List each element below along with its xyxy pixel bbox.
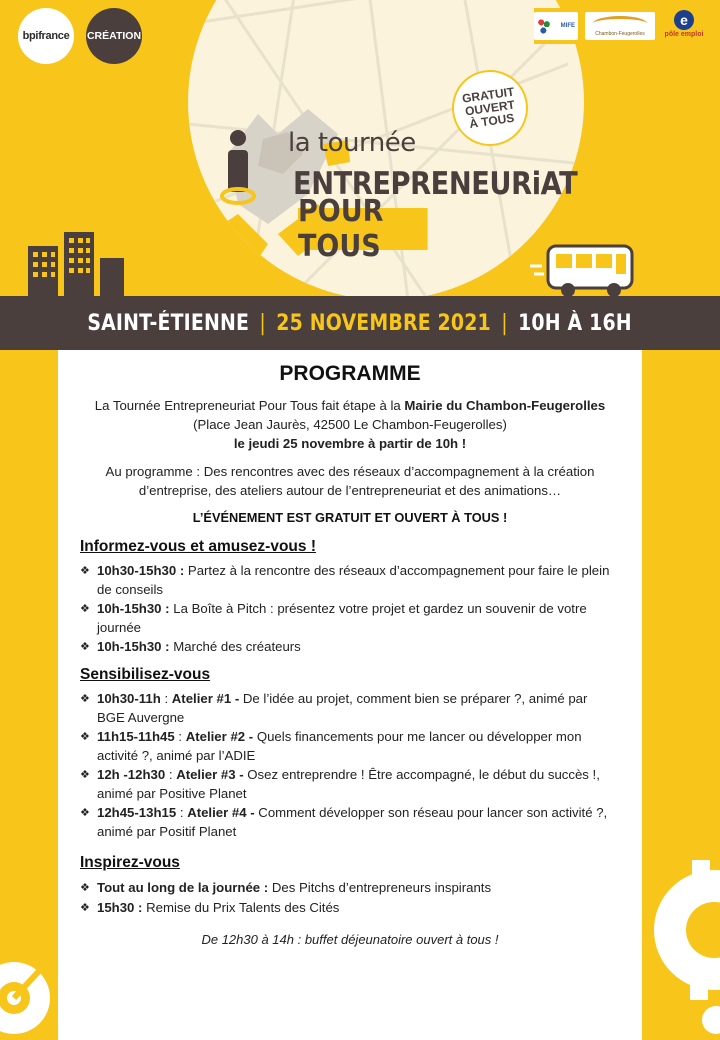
item-text: De l’idée au projet, comment bien se préparer ?, animé par BGE Auvergne	[97, 691, 588, 725]
item-time: 10h-15h30 :	[97, 601, 170, 616]
programme-summary: Au programme : Des rencontres avec des réseaux d’accompagnement à la création d’entreprise, des ateliers autour de l’entrepreneuriat et des animations…	[105, 464, 595, 498]
mife-logo	[534, 12, 578, 40]
band-hours: 10H À 16H	[518, 310, 633, 336]
item-time: 12h45-13h15	[97, 805, 177, 820]
intro-venue: Mairie du Chambon-Feugerolles	[404, 398, 606, 413]
badge-text: GRATUIT OUVERT À TOUS	[461, 84, 516, 131]
creation-logo: CRÉATION	[86, 8, 142, 64]
item-sep: :	[176, 805, 188, 820]
intro-paragraph	[80, 396, 620, 453]
diamond-bullet-icon: ❖	[80, 565, 90, 577]
event-band	[0, 296, 720, 350]
chambon-logo-text: Chambon-Feugerolles	[595, 31, 645, 37]
section-heading-informez: Informez-vous et amusez-vous !	[80, 538, 316, 555]
gear-right-icon	[642, 850, 720, 1040]
free-event-notice: L’ÉVÉNEMENT EST GRATUIT ET OUVERT À TOUS !	[192, 510, 508, 525]
diamond-bullet-icon: ❖	[80, 693, 90, 705]
section-list-inspirez	[80, 879, 610, 918]
mife-dots-icon	[537, 17, 551, 35]
band-separator-1: |	[259, 310, 267, 336]
diamond-bullet-icon: ❖	[80, 901, 90, 914]
person-pin-icon	[216, 128, 260, 208]
intro-date: le jeudi 25 novembre à partir de 10h !	[233, 436, 467, 451]
item-text: Remise du Prix Talents des Cités	[142, 899, 340, 915]
list-item	[80, 879, 610, 898]
section-heading-sensibilisez: Sensibilisez-vous	[80, 666, 211, 683]
item-text: Comment développer son réseau pour lancer son activité ?, animé par Positif Planet	[97, 805, 608, 839]
programme-title: PROGRAMME	[279, 362, 421, 385]
item-time: Tout au long de la journée :	[97, 880, 269, 895]
diamond-bullet-icon: ❖	[80, 641, 90, 653]
diamond-bullet-icon: ❖	[80, 807, 90, 819]
item-time: 10h30-11h	[97, 691, 161, 706]
buffet-notice: De 12h30 à 14h : buffet déjeunatoire ouvert à tous !	[201, 932, 499, 947]
item-time: 12h -12h30	[97, 767, 166, 782]
band-city: SAINT-ÉTIENNE	[87, 310, 250, 336]
item-atelier: Atelier #4 -	[187, 805, 255, 820]
item-text: Quels financements pour me lancer ou développer mon activité ?, animé par l’ADIE	[97, 729, 582, 763]
list-item	[80, 804, 610, 841]
diamond-bullet-icon: ❖	[80, 769, 90, 781]
intro-address: (Place Jean Jaurès, 42500 Le Chambon-Feugerolles)	[193, 417, 507, 432]
title-entrepreneuriat: ENTREPRENEURiAT	[293, 166, 578, 202]
section-heading-inspirez: Inspirez-vous	[80, 854, 180, 871]
diamond-bullet-icon: ❖	[80, 882, 90, 894]
band-date: 25 NOVEMBRE 2021	[276, 310, 492, 336]
list-item	[80, 638, 610, 657]
diamond-bullet-icon: ❖	[80, 603, 90, 615]
pole-emploi-e-icon: e	[674, 10, 694, 30]
item-atelier: Atelier #1 -	[171, 691, 240, 706]
list-item	[80, 690, 610, 727]
list-item	[80, 600, 610, 637]
diamond-bullet-icon: ❖	[80, 731, 90, 743]
title-la-tournee: la tournée	[288, 128, 416, 158]
item-atelier: Atelier #2 -	[185, 729, 254, 744]
section-list-sensibilisez	[80, 690, 610, 842]
hero-banner	[0, 0, 720, 350]
list-item	[80, 728, 610, 765]
item-text: Des Pitchs d’entrepreneurs inspirants	[268, 880, 492, 895]
pole-emploi-logo	[662, 10, 706, 42]
item-sep: :	[174, 729, 186, 744]
pole-emploi-text: pôle emploi	[664, 31, 704, 38]
item-text: Partez à la rencontre des réseaux d’accompagnement pour faire le plein de conseils	[97, 563, 610, 597]
item-time: 11h15-11h45	[97, 729, 175, 744]
item-time: 10h30-15h30 :	[97, 563, 185, 578]
band-separator-2: |	[501, 310, 509, 336]
bus-icon	[530, 238, 640, 298]
title-pour-tous: POUR TOUS	[298, 208, 428, 250]
item-text: La Boîte à Pitch : présentez votre projet et gardez un souvenir de votre journée	[97, 601, 587, 635]
mife-logo-text: MIFE	[560, 23, 575, 29]
item-sep: :	[165, 767, 177, 782]
item-atelier: Atelier #3 -	[176, 767, 244, 782]
partner-logos	[534, 8, 706, 44]
item-sep: :	[160, 691, 172, 706]
item-text: Marché des créateurs	[169, 639, 301, 654]
list-item	[80, 766, 610, 803]
buildings-icon	[0, 228, 140, 298]
section-list-informez	[80, 562, 610, 658]
item-time: 15h30 :	[97, 899, 143, 915]
bpifrance-logo: bpifrance	[18, 8, 74, 64]
item-time: 10h-15h30 :	[97, 639, 170, 654]
intro-text-a: La Tournée Entrepreneuriat Pour Tous fait étape à la	[94, 398, 405, 413]
list-item	[80, 899, 610, 918]
chambon-arc-icon	[593, 16, 647, 31]
item-text: Osez entreprendre ! Être accompagné, le début du succès !, animé par Positive Planet	[97, 767, 600, 801]
list-item	[80, 562, 610, 599]
chambon-feugerolles-logo	[585, 12, 655, 40]
